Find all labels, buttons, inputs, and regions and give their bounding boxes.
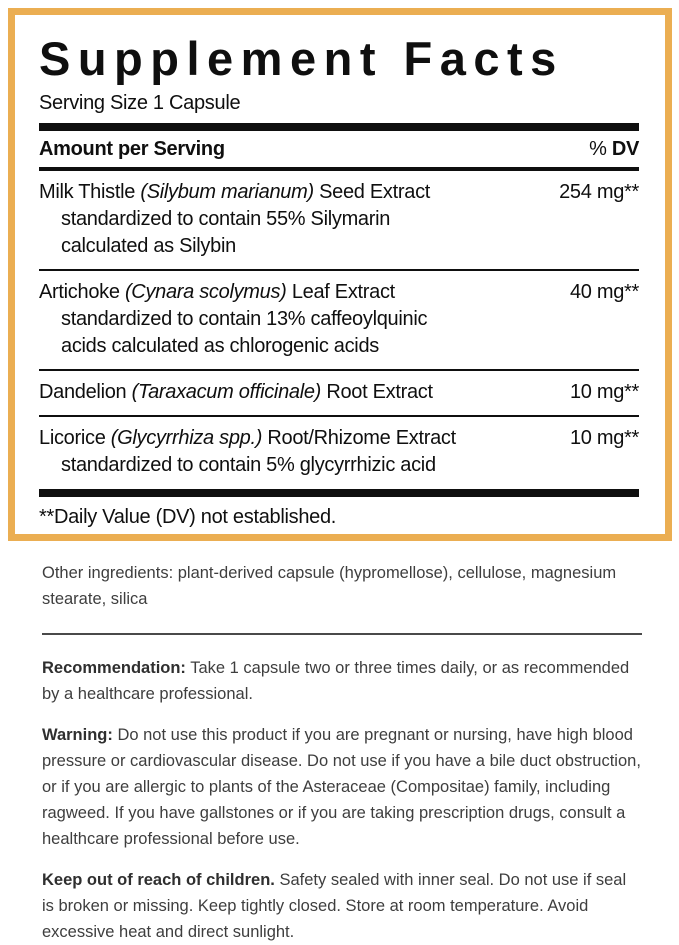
ingredient-subline: calculated as Silybin [61, 235, 236, 257]
details-divider [42, 633, 642, 635]
ingredient-subline: standardized to contain 55% Silymarin [61, 208, 391, 230]
ingredient-name [39, 425, 466, 452]
recommendation-label: Recommendation: [42, 659, 186, 677]
ingredient-latin-name: (Taraxacum officinale) [131, 381, 322, 403]
ingredient-subline: standardized to contain 13% caffeoylquinic [61, 308, 428, 330]
ingredient-name [39, 179, 440, 206]
ingredient-common-name: Licorice [39, 427, 106, 449]
dv-column-header [589, 138, 639, 161]
keep-out-of-reach-text: Safety sealed with inner seal. Do not use if seal is broken or missing. Keep tightly closed. Store at room temperature. Avoid excessive heat and direct sunlight. [42, 871, 627, 941]
ingredient-amount: 254 mg** [559, 181, 639, 203]
warning-paragraph [42, 722, 642, 852]
ingredient-part-name: Root Extract [326, 381, 433, 403]
ingredient-subline: acids calculated as chlorogenic acids [61, 335, 379, 357]
ingredient-row-artichoke [39, 271, 639, 371]
ingredient-latin-name: (Cynara scolymus) [124, 281, 287, 303]
ingredient-main-line [39, 179, 639, 206]
ingredient-part-name: Root/Rhizome Extract [267, 427, 456, 449]
ingredient-latin-name: (Glycyrrhiza spp.) [110, 427, 263, 449]
facts-header-row [39, 131, 639, 167]
ingredient-name [39, 379, 443, 406]
ingredient-main-line [39, 425, 639, 452]
ingredient-common-name: Milk Thistle [39, 181, 136, 203]
dv-footnote: **Daily Value (DV) not established. [39, 506, 337, 528]
ingredient-main-line [39, 279, 639, 306]
ingredient-row-milk-thistle [39, 171, 639, 271]
serving-size: Serving Size 1 Capsule [39, 92, 241, 114]
header-top-rule [39, 123, 639, 131]
keep-out-of-reach-paragraph [42, 867, 642, 945]
recommendation-text: Take 1 capsule two or three times daily, or as recommended by a healthcare professional. [42, 659, 630, 703]
ingredient-amount: 10 mg** [569, 381, 639, 403]
ingredient-name [39, 279, 405, 306]
label-details-section [42, 560, 642, 945]
ingredient-row-dandelion [39, 371, 639, 417]
ingredient-part-name: Leaf Extract [291, 281, 395, 303]
ingredient-amount: 10 mg** [569, 427, 639, 449]
footnote-top-rule [39, 489, 639, 497]
ingredient-latin-name: (Silybum marianum) [140, 181, 314, 203]
ingredient-common-name: Artichoke [39, 281, 120, 303]
facts-title: Supplement Facts [39, 32, 564, 85]
dv-percent-sign: % [589, 138, 612, 160]
other-ingredients-paragraph: Other ingredients: plant-derived capsule (hypromellose), cellulose, magnesium stearate, silica [42, 564, 617, 608]
ingredient-part-name: Seed Extract [319, 181, 431, 203]
ingredient-row-licorice [39, 417, 639, 488]
amount-per-serving-label: Amount per Serving [39, 138, 225, 160]
ingredient-subline: standardized to contain 5% glycyrrhizic acid [61, 454, 436, 476]
warning-label: Warning: [42, 726, 113, 744]
dv-label: DV [611, 138, 639, 160]
ingredient-common-name: Dandelion [39, 381, 127, 403]
ingredient-main-line [39, 379, 639, 406]
keep-out-of-reach-label: Keep out of reach of children. [42, 871, 275, 889]
recommendation-paragraph [42, 655, 642, 707]
supplement-facts-panel [8, 8, 672, 541]
warning-text: Do not use this product if you are pregnant or nursing, have high blood pressure or cardiovascular disease. Do not use if you have a bile duct obstruction, or if you are allergic to plants of the Asteraceae (Compositae) family, including ragweed. If you have gallstones or if you are taking prescription drugs, consult a healthcare professional before use. [42, 726, 641, 848]
ingredient-amount: 40 mg** [569, 281, 639, 303]
